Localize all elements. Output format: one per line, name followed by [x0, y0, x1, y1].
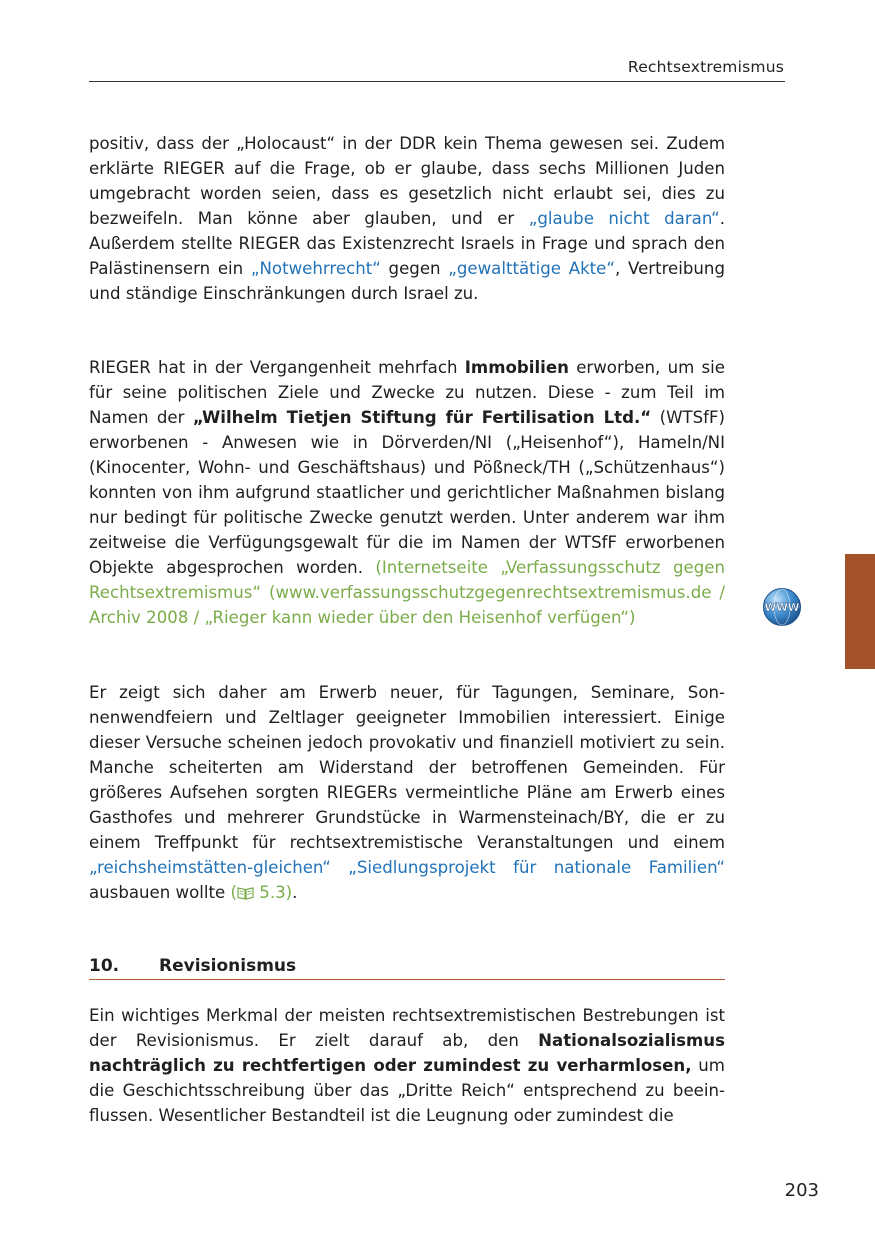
text-span: Ein wichtiges Merkmal der meisten rechtsextremistischen Bestrebungen ist der Revisionismus. Er zielt darauf ab, den: [89, 1006, 725, 1050]
text-span: .: [292, 883, 298, 902]
section-number: 10.: [89, 956, 120, 976]
quote-highlight: „glaube nicht daran“: [528, 209, 720, 228]
bold-term: Immobilien: [464, 358, 569, 377]
paragraph: [89, 355, 725, 630]
bold-term: Nationalsozialismus nachträglich zu rechtfertigen oder zumindest zu verharmlosen,: [89, 1031, 725, 1075]
chapter-tab: [845, 554, 875, 669]
cross-reference-label: 5.3): [253, 883, 293, 902]
text-span: (WTSfF) erworbenen - Anwesen wie in Dörverden/NI („Heisenhof“), Hameln/NI (Kinocenter, Wohn- und Geschäftshaus) und Pößneck/TH („Schützenhaus“) konnten von ihm aufgrund staatlicher und gerichtlicher Maßnahmen bislang nur bedingt für politische Zwecke genutzt werden. Unter anderem war ihm zeitweise die Verfügungsgewalt für die im Namen der WTSfF erworbenen Objekte abgesprochen worden.: [89, 408, 726, 577]
text-span: ausbauen wollte: [89, 883, 231, 902]
book-icon: [237, 886, 254, 900]
text-span: positiv, dass der „Holocaust“ in der DDR kein Thema gewesen sei. Zudem erklärte RIEGER auf die Frage, ob er glaube, dass sechs Millionen Juden umgebracht worden seien, dass es gesetzlich nicht erlaubt sei, dies zu bezweifeln. Man könne aber glauben, und er: [89, 134, 725, 228]
section-title: Revisionismus: [159, 956, 297, 976]
section-heading: [89, 954, 725, 980]
paragraph: [89, 131, 725, 306]
bold-term: „Wilhelm Tietjen Stiftung für Fertilisation Ltd.“: [192, 408, 652, 427]
cross-reference[interactable]: [231, 883, 293, 902]
page-number: 203: [784, 1180, 819, 1201]
header-divider: [89, 81, 785, 82]
www-label: WWW: [764, 602, 800, 614]
quote-highlight: „reichsheimstätten-gleichen“ „Siedlungsprojekt für nationale Familien“: [89, 858, 725, 877]
source-citation: (Internetseite „Verfassungsschutz gegen Rechtsextremismus“ (www.verfassungsschutzgegenrechtsextremismus.de / Archiv 2008 / „Rieger kann wieder über den Heisenhof verfügen“): [89, 558, 725, 627]
text-span: erworben, um sie für seine politischen Ziele und Zwecke zu nutzen. Diese - zum Teil im Namen der: [89, 358, 725, 427]
cross-reference-open: (: [230, 883, 237, 902]
running-header: Rechtsextremismus: [627, 58, 784, 76]
text-span: um die Geschichtsschreibung über das „Dritte Reich“ entsprechend zu beeinflussen. Wesentlicher Bestandteil ist die Leugnung oder zumindest die: [89, 1056, 725, 1125]
quote-highlight: „gewalttätige Akte“: [448, 259, 615, 278]
www-globe-icon[interactable]: [762, 587, 802, 627]
text-span: Er zeigt sich daher am Erwerb neuer, für Tagungen, Seminare, Sonnenwendfeiern und Zeltlager geeigneter Immobilien interessiert. Einige dieser Versuche scheinen jedoch provokativ und finanziell motiviert zu sein. Manche scheiterten am Widerstand der betroffenen Gemeinden. Für größeres Aufsehen sorgten RIEGERs vermeintliche Pläne am Erwerb eines Gasthofes und mehrerer Grundstücke in Warmensteinach/BY, die er zu einem Treffpunkt für rechtsextremistische Veranstaltungen und einem: [89, 683, 725, 852]
paragraph: [89, 1003, 725, 1128]
text-span: , Vertreibung und ständige Einschränkungen durch Israel zu.: [89, 259, 725, 303]
text-span: gegen: [380, 259, 449, 278]
text-span: . Außerdem stellte RIEGER das Existenzrecht Israels in Frage und sprach den Palästinensern ein: [89, 209, 726, 278]
quote-highlight: „Notwehrrecht“: [250, 259, 381, 278]
paragraph: [89, 680, 725, 905]
text-span: RIEGER hat in der Vergangenheit mehrfach: [89, 358, 465, 377]
